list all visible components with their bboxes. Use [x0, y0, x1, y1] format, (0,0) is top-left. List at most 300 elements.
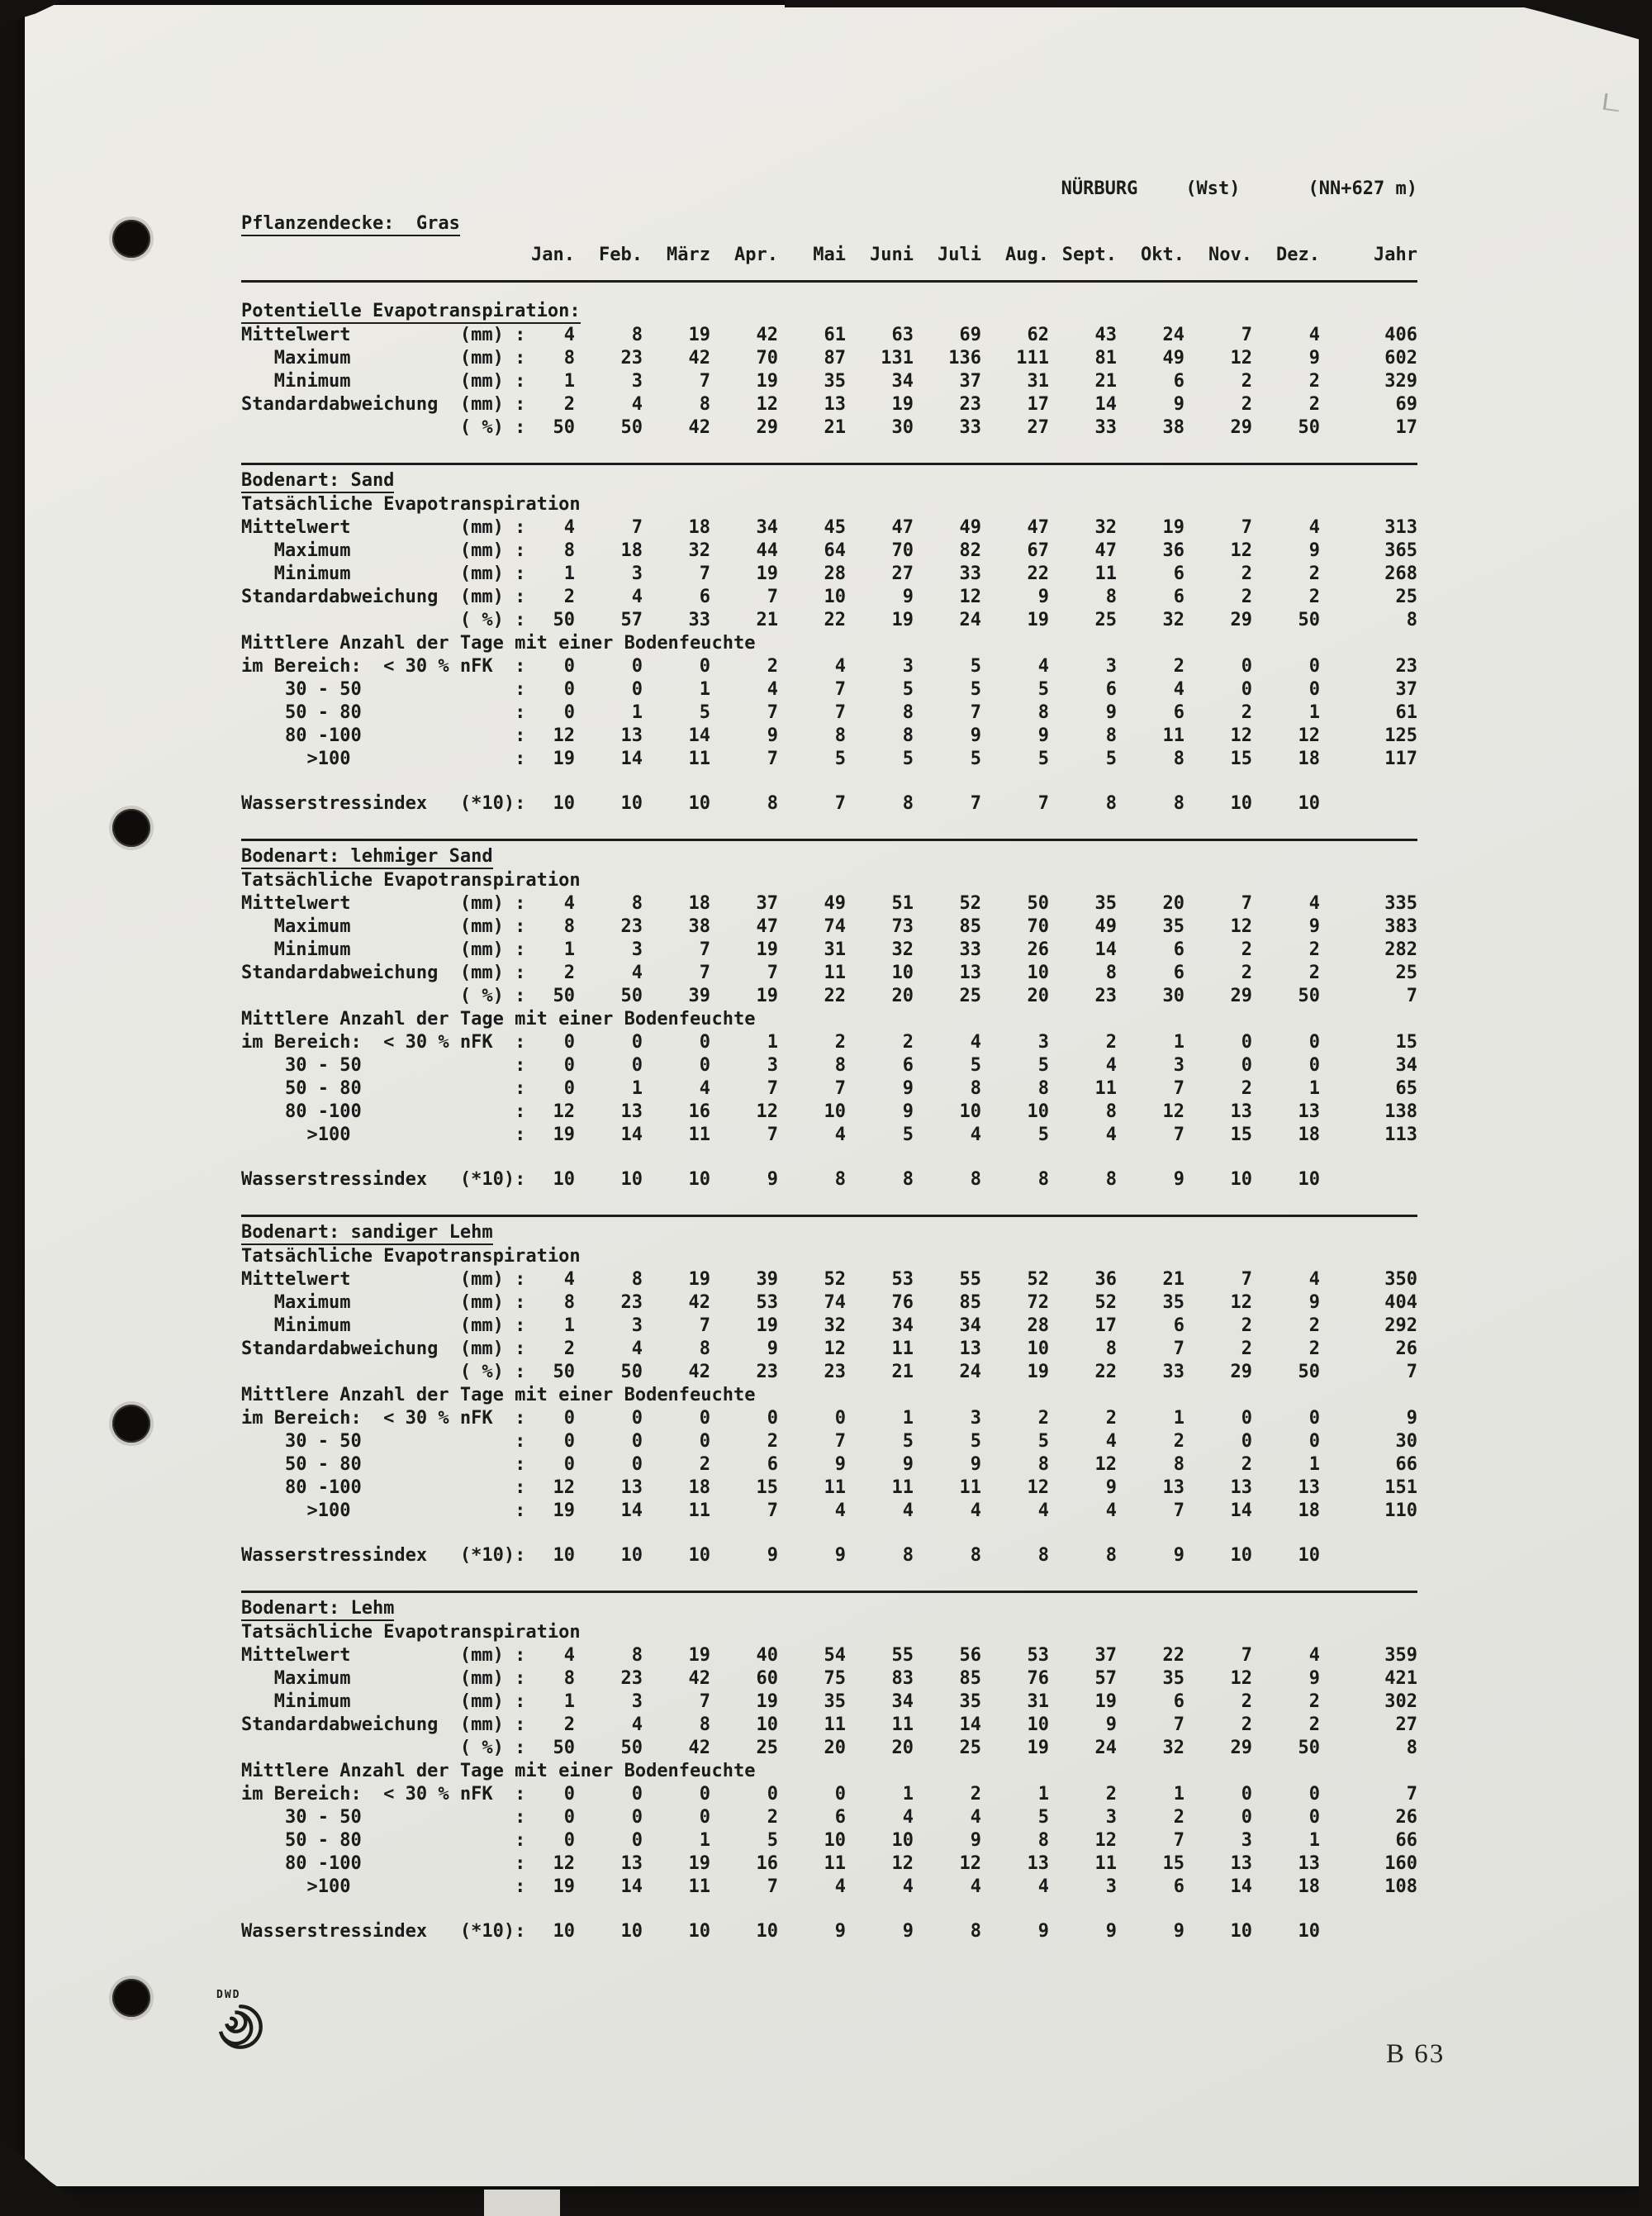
value-cell: 40	[756, 1645, 778, 1666]
value-cell: 8	[1105, 1101, 1117, 1122]
value-cell: 7	[1173, 1339, 1184, 1359]
value-cell: 19	[1162, 517, 1184, 538]
value-cell: 9	[834, 1545, 846, 1566]
value-cell: 1	[902, 1408, 914, 1429]
value-cell: 2	[1241, 1078, 1252, 1099]
value-cell: 421	[1384, 1668, 1417, 1689]
value-cell: 0	[563, 1807, 575, 1828]
row-label: Standardabweichung (mm) :	[241, 963, 526, 983]
row-label: 80 -100 :	[241, 725, 526, 746]
value-cell: 2	[1241, 587, 1252, 607]
month-label: Jan.	[531, 245, 575, 265]
value-cell: 6	[1173, 564, 1184, 584]
section-subtitle: Tatsächliche Evapotranspiration	[241, 1246, 581, 1267]
value-cell: 4	[834, 1500, 846, 1521]
value-cell: 19	[688, 1645, 710, 1666]
value-cell: 12	[1162, 1101, 1184, 1122]
value-cell: 2	[1308, 1691, 1320, 1712]
value-cell: 11	[824, 1477, 846, 1498]
table-sections	[241, 301, 1417, 1943]
value-cell: 54	[824, 1645, 846, 1666]
month-label: Nov.	[1208, 245, 1252, 265]
value-cell: 7	[699, 371, 710, 392]
row-label: Mittelwert (mm) :	[241, 517, 526, 538]
value-cell: 11	[824, 1853, 846, 1874]
section-divider	[241, 463, 1417, 465]
value-cell: 8	[1105, 1545, 1117, 1566]
value-cell: 4	[970, 1807, 981, 1828]
value-cell: 34	[756, 517, 778, 538]
value-cell: 6	[1173, 1315, 1184, 1336]
value-cell: 3	[631, 564, 643, 584]
value-cell: 4	[699, 1078, 710, 1099]
moisture-row	[241, 1407, 1417, 1430]
value-cell: 56	[959, 1645, 981, 1666]
value-cell: 6	[1173, 1691, 1184, 1712]
value-cell: 61	[1395, 702, 1417, 723]
value-cell: 0	[631, 1055, 643, 1076]
section-divider	[241, 1215, 1417, 1217]
value-cell: 17	[1395, 417, 1417, 438]
value-cell: 0	[1308, 1055, 1320, 1076]
value-cell: 34	[1395, 1055, 1417, 1076]
value-cell: 6	[1173, 702, 1184, 723]
value-cell: 0	[563, 1784, 575, 1805]
potential-evapotranspiration-section	[241, 301, 1417, 440]
value-cell: 0	[1308, 1807, 1320, 1828]
value-cell: 7	[767, 1876, 778, 1897]
value-cell: 7	[1173, 1125, 1184, 1145]
value-cell: 69	[959, 325, 981, 345]
value-cell: 8	[902, 702, 914, 723]
value-cell: 7	[767, 702, 778, 723]
value-cell: 4	[1037, 656, 1049, 677]
value-cell: 6	[1173, 587, 1184, 607]
value-cell: 2	[767, 1807, 778, 1828]
value-cell: 9	[970, 1830, 981, 1851]
value-cell: 1	[563, 939, 575, 960]
value-cell: 3	[1241, 1830, 1252, 1851]
value-cell: 282	[1384, 939, 1417, 960]
value-cell: 7	[1241, 325, 1252, 345]
row-label: ( %) :	[241, 417, 526, 438]
row-label: Standardabweichung (mm) :	[241, 1339, 526, 1359]
value-cell: 12	[891, 1853, 914, 1874]
value-cell: 3	[1037, 1032, 1049, 1053]
value-cell: 0	[767, 1408, 778, 1429]
value-cell: 21	[756, 610, 778, 630]
value-cell: 6	[1173, 371, 1184, 392]
section-title-row	[241, 1222, 1417, 1245]
value-cell: 51	[891, 893, 914, 914]
row-label: im Bereich: < 30 % nFK :	[241, 1408, 526, 1429]
value-cell: 7	[834, 1078, 846, 1099]
value-cell: 4	[1308, 1269, 1320, 1290]
stat-row	[241, 1291, 1417, 1315]
value-cell: 44	[756, 540, 778, 561]
value-cell: 2	[1105, 1408, 1117, 1429]
value-cell: 49	[1162, 348, 1184, 369]
value-cell: 10	[688, 1921, 710, 1942]
value-cell: 55	[959, 1269, 981, 1290]
water-stress-index-row	[241, 1168, 1417, 1191]
value-cell: 2	[970, 1784, 981, 1805]
value-cell: 8	[631, 1269, 643, 1290]
value-cell: 49	[1094, 916, 1117, 937]
value-cell: 4	[1308, 1645, 1320, 1666]
stat-row	[241, 915, 1417, 939]
value-cell: 2	[1308, 371, 1320, 392]
value-cell: 0	[1308, 656, 1320, 677]
value-cell: 22	[824, 610, 846, 630]
value-cell: 19	[1027, 1362, 1049, 1382]
value-cell: 2	[1241, 702, 1252, 723]
value-cell: 11	[824, 1714, 846, 1735]
value-cell: 49	[959, 517, 981, 538]
value-cell: 9	[1105, 702, 1117, 723]
value-cell: 52	[1094, 1292, 1117, 1313]
value-cell: 9	[902, 1921, 914, 1942]
row-label: Minimum (mm) :	[241, 1315, 526, 1336]
value-cell: 1	[631, 702, 643, 723]
value-cell: 12	[553, 725, 575, 746]
section-title-row	[241, 846, 1417, 869]
value-cell: 13	[959, 963, 981, 983]
value-cell: 8	[563, 348, 575, 369]
value-cell: 6	[767, 1454, 778, 1475]
value-cell: 0	[1308, 1784, 1320, 1805]
value-cell: 0	[1308, 1431, 1320, 1452]
value-cell	[1320, 1168, 1417, 1191]
value-cell: 3	[1105, 1807, 1117, 1828]
value-cell: 18	[1298, 1500, 1320, 1521]
value-cell: 111	[1016, 348, 1049, 369]
value-cell: 12	[1230, 725, 1252, 746]
value-cell: 4	[767, 679, 778, 700]
value-cell: 33	[959, 564, 981, 584]
value-cell: 1	[699, 679, 710, 700]
value-cell: 35	[1162, 916, 1184, 937]
value-cell: 32	[1162, 610, 1184, 630]
month-label: Apr.	[734, 245, 778, 265]
value-cell: 0	[699, 1032, 710, 1053]
value-cell: 1	[1173, 1784, 1184, 1805]
value-cell: 7	[699, 1315, 710, 1336]
value-cell: 8	[970, 1921, 981, 1942]
value-cell: 85	[959, 916, 981, 937]
value-cell: 2	[1308, 587, 1320, 607]
value-cell: 10	[553, 793, 575, 814]
value-cell: 4	[1037, 1876, 1049, 1897]
stat-row	[241, 324, 1417, 347]
value-cell: 302	[1384, 1691, 1417, 1712]
value-cell: 49	[824, 893, 846, 914]
value-cell: 34	[959, 1315, 981, 1336]
value-cell: 1	[563, 564, 575, 584]
soil-moisture-days-header-row	[241, 1384, 1417, 1407]
value-cell: 3	[631, 1691, 643, 1712]
value-cell: 62	[1027, 325, 1049, 345]
value-cell: 4	[1105, 1055, 1117, 1076]
row-label: Maximum (mm) :	[241, 348, 526, 369]
document-content	[241, 178, 1417, 1943]
value-cell: 3	[970, 1408, 981, 1429]
value-cell: 8	[1105, 1339, 1117, 1359]
value-cell: 4	[563, 517, 575, 538]
value-cell: 1	[1173, 1032, 1184, 1053]
value-cell: 3	[631, 939, 643, 960]
soil-moisture-days-header-row	[241, 632, 1417, 655]
section-divider	[241, 1591, 1417, 1593]
row-label: 50 - 80 :	[241, 1454, 526, 1475]
value-cell: 9	[834, 1921, 846, 1942]
value-cell: 18	[620, 540, 643, 561]
value-cell: 8	[902, 725, 914, 746]
value-cell: 22	[1162, 1645, 1184, 1666]
stat-row	[241, 1737, 1417, 1760]
value-cell: 61	[824, 325, 846, 345]
value-cell: 18	[1298, 749, 1320, 769]
value-cell: 5	[902, 1431, 914, 1452]
value-cell: 7	[767, 1078, 778, 1099]
month-label: März	[667, 245, 710, 265]
value-cell: 12	[1027, 1477, 1049, 1498]
station-elevation: (NN+627 m)	[1308, 178, 1417, 199]
value-cell: 87	[824, 348, 846, 369]
value-cell: 50	[1298, 986, 1320, 1006]
value-cell: 0	[1308, 679, 1320, 700]
row-label: Mittelwert (mm) :	[241, 1645, 526, 1666]
value-cell: 23	[824, 1362, 846, 1382]
value-cell: 0	[699, 1807, 710, 1828]
value-cell: 8	[1105, 963, 1117, 983]
value-cell: 82	[959, 540, 981, 561]
value-cell: 13	[1027, 1853, 1049, 1874]
value-cell: 10	[1027, 963, 1049, 983]
value-cell: 15	[1230, 749, 1252, 769]
row-label: ( %) :	[241, 1362, 526, 1382]
row-label: Minimum (mm) :	[241, 564, 526, 584]
value-cell: 67	[1027, 540, 1049, 561]
value-cell: 18	[688, 1477, 710, 1498]
value-cell: 53	[756, 1292, 778, 1313]
value-cell: 29	[1230, 610, 1252, 630]
value-cell: 12	[1230, 540, 1252, 561]
value-cell: 19	[688, 1853, 710, 1874]
value-cell: 5	[970, 679, 981, 700]
value-cell: 12	[1094, 1830, 1117, 1851]
section-subtitle-row	[241, 1245, 1417, 1268]
moisture-row	[241, 1477, 1417, 1500]
row-label: >100 :	[241, 1500, 526, 1521]
value-cell: 2	[1241, 394, 1252, 415]
value-cell: 9	[1308, 348, 1320, 369]
month-header-row	[241, 244, 1417, 267]
value-cell: 7	[834, 793, 846, 814]
value-cell: 1	[631, 1078, 643, 1099]
value-cell: 21	[1094, 371, 1117, 392]
value-cell: 9	[1037, 725, 1049, 746]
moisture-row	[241, 1124, 1417, 1147]
value-cell: 4	[902, 1876, 914, 1897]
value-cell: 50	[1298, 610, 1320, 630]
value-cell: 13	[1230, 1477, 1252, 1498]
moisture-row	[241, 655, 1417, 678]
stat-row	[241, 985, 1417, 1008]
value-cell: 50	[1298, 1738, 1320, 1758]
value-cell: 24	[1162, 325, 1184, 345]
value-cell: 2	[1308, 1339, 1320, 1359]
month-label: Juli	[938, 245, 981, 265]
value-cell: 9	[1173, 1921, 1184, 1942]
row-label: Mittelwert (mm) :	[241, 325, 526, 345]
value-cell: 117	[1384, 749, 1417, 769]
value-cell: 8	[563, 1292, 575, 1313]
value-cell: 0	[699, 656, 710, 677]
value-cell: 5	[1037, 1055, 1049, 1076]
value-cell: 4	[563, 325, 575, 345]
value-cell: 7	[1241, 517, 1252, 538]
value-cell: 12	[1230, 916, 1252, 937]
value-cell: 108	[1384, 1876, 1417, 1897]
value-cell: 11	[1094, 564, 1117, 584]
value-cell: 19	[891, 610, 914, 630]
value-cell: 16	[688, 1101, 710, 1122]
stat-row	[241, 609, 1417, 632]
value-cell: 8	[631, 325, 643, 345]
stat-row	[241, 416, 1417, 440]
dwd-logo-emblem	[216, 2003, 264, 2051]
value-cell: 8	[834, 1169, 846, 1190]
value-cell: 4	[834, 656, 846, 677]
value-cell: 63	[891, 325, 914, 345]
value-cell: 27	[1027, 417, 1049, 438]
value-cell: 10	[620, 1169, 643, 1190]
value-cell: 19	[756, 986, 778, 1006]
vegetation-cover-label: Pflanzendecke: Gras	[241, 213, 460, 236]
value-cell: 7	[970, 702, 981, 723]
section-subtitle-row	[241, 1621, 1417, 1644]
value-cell: 36	[1094, 1269, 1117, 1290]
punch-hole	[112, 1405, 150, 1443]
value-cell: 33	[688, 610, 710, 630]
stat-row	[241, 1644, 1417, 1667]
value-cell: 37	[1094, 1645, 1117, 1666]
value-cell: 8	[1406, 610, 1417, 630]
value-cell: 4	[970, 1125, 981, 1145]
value-cell: 47	[1027, 517, 1049, 538]
value-cell: 24	[959, 610, 981, 630]
value-cell: 5	[902, 1125, 914, 1145]
value-cell: 14	[1230, 1500, 1252, 1521]
value-cell: 10	[620, 1545, 643, 1566]
soil-moisture-days-header-row	[241, 1008, 1417, 1031]
value-cell: 10	[756, 1714, 778, 1735]
value-cell: 7	[1173, 1078, 1184, 1099]
value-cell: 8	[902, 1545, 914, 1566]
value-cell: 3	[902, 656, 914, 677]
value-cell: 125	[1384, 725, 1417, 746]
value-cell: 7	[699, 939, 710, 960]
value-cell: 7	[767, 749, 778, 769]
value-cell: 12	[1094, 1454, 1117, 1475]
value-cell: 0	[631, 1807, 643, 1828]
value-cell: 2	[563, 1714, 575, 1735]
value-cell: 0	[834, 1408, 846, 1429]
value-cell: 23	[620, 348, 643, 369]
value-cell: 9	[1105, 1714, 1117, 1735]
value-cell: 11	[1094, 1853, 1117, 1874]
stat-row	[241, 1667, 1417, 1691]
value-cell: 50	[1298, 1362, 1320, 1382]
value-cell: 11	[891, 1714, 914, 1735]
value-cell: 22	[1094, 1362, 1117, 1382]
value-cell: 72	[1027, 1292, 1049, 1313]
value-cell: 4	[631, 587, 643, 607]
stat-row	[241, 393, 1417, 416]
row-label: 80 -100 :	[241, 1101, 526, 1122]
value-cell: 8	[1105, 725, 1117, 746]
value-cell: 74	[824, 916, 846, 937]
value-cell: 34	[891, 1691, 914, 1712]
value-cell: 292	[1384, 1315, 1417, 1336]
value-cell: 14	[959, 1714, 981, 1735]
moisture-row	[241, 1500, 1417, 1523]
value-cell: 18	[688, 893, 710, 914]
soil-type-section	[241, 463, 1417, 816]
value-cell: 55	[891, 1645, 914, 1666]
value-cell: 7	[1406, 1362, 1417, 1382]
value-cell: 8	[1037, 1830, 1049, 1851]
value-cell: 12	[756, 1101, 778, 1122]
value-cell: 25	[959, 986, 981, 1006]
value-cell: 7	[834, 679, 846, 700]
value-cell: 1	[1308, 1830, 1320, 1851]
value-cell: 23	[620, 1668, 643, 1689]
value-cell: 1	[1173, 1408, 1184, 1429]
value-cell: 32	[688, 540, 710, 561]
value-cell: 160	[1384, 1853, 1417, 1874]
value-cell: 4	[563, 1645, 575, 1666]
value-cell: 14	[688, 725, 710, 746]
value-cell: 17	[1094, 1315, 1117, 1336]
value-cell: 8	[1105, 1169, 1117, 1190]
value-cell: 4	[631, 1714, 643, 1735]
value-cell: 29	[756, 417, 778, 438]
value-cell: 0	[1241, 1032, 1252, 1053]
value-cell: 2	[1241, 1339, 1252, 1359]
row-label: ( %) :	[241, 1738, 526, 1758]
row-label: 50 - 80 :	[241, 1830, 526, 1851]
value-cell: 10	[553, 1545, 575, 1566]
value-cell: 38	[1162, 417, 1184, 438]
value-cell: 8	[902, 1169, 914, 1190]
soil-type-section	[241, 1591, 1417, 1943]
value-cell: 1	[1308, 1454, 1320, 1475]
value-cell: 9	[902, 1101, 914, 1122]
value-cell: 5	[767, 1830, 778, 1851]
soil-type-section	[241, 839, 1417, 1191]
value-cell: 0	[631, 1431, 643, 1452]
value-cell: 10	[1298, 1169, 1320, 1190]
value-cell: 42	[688, 1668, 710, 1689]
value-cell: 4	[631, 394, 643, 415]
row-label: im Bereich: < 30 % nFK :	[241, 1784, 526, 1805]
value-cell: 4	[1037, 1500, 1049, 1521]
value-cell: 11	[688, 1125, 710, 1145]
value-cell: 19	[553, 1500, 575, 1521]
value-cell: 35	[1162, 1668, 1184, 1689]
